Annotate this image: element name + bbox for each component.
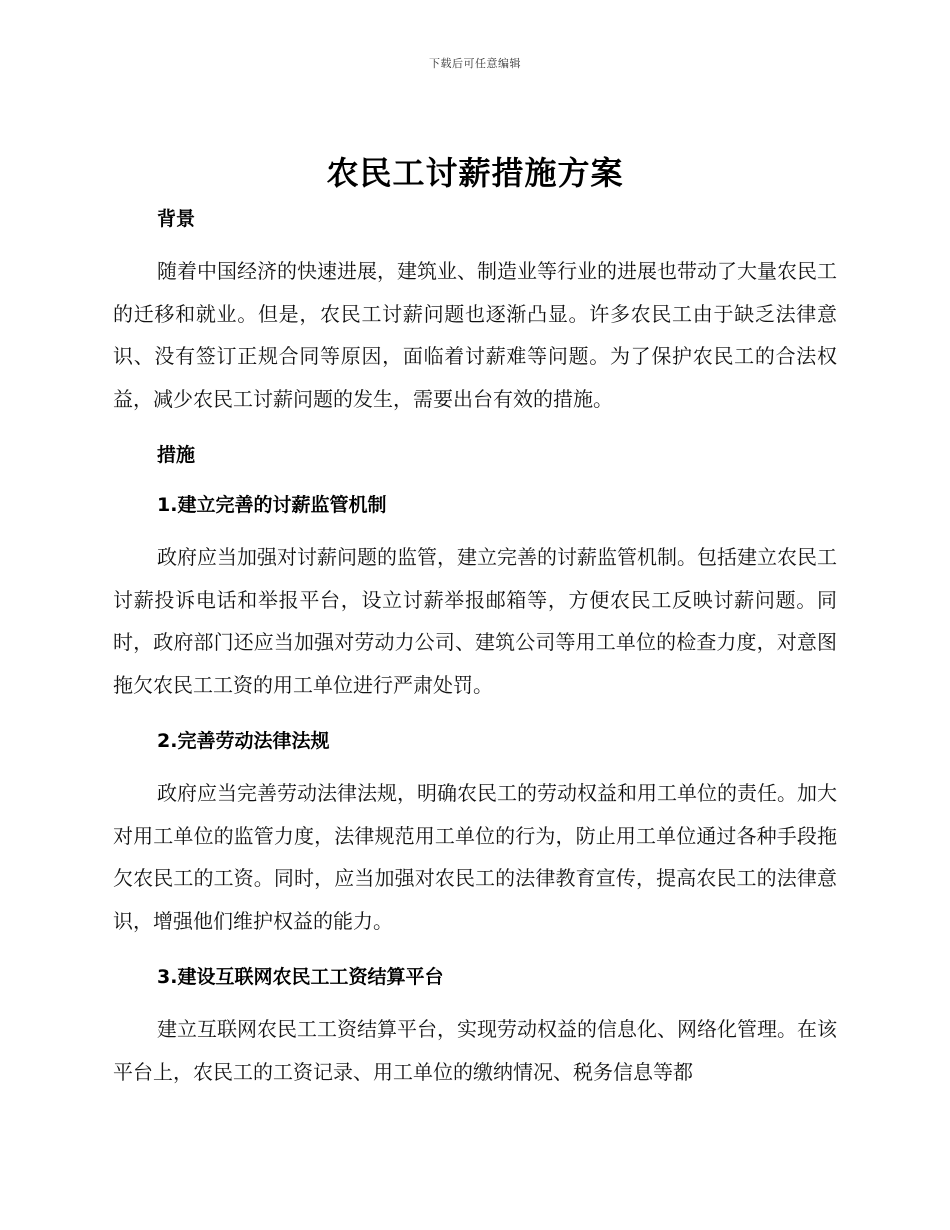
document-title: 农民工讨薪措施方案: [326, 154, 624, 192]
paragraph-measure-1: 政府应当加强对讨薪问题的监管，建立完善的讨薪监管机制。包括建立农民工讨薪投诉电话和举报平台，设立讨薪举报邮箱等，方便农民工反映讨薪问题。同时，政府部门还应当加强对劳动力公司、建筑公司等用工单位的检查力度，对意图拖欠农民工工资的用工单位进行严肃处罚。: [113, 545, 837, 697]
heading-measure-2: 2.完善劳动法律法规: [157, 730, 330, 752]
paragraph-measure-2: 政府应当完善劳动法律法规，明确农民工的劳动权益和用工单位的责任。加大对用工单位的监管力度，法律规范用工单位的行为，防止用工单位通过各种手段拖欠农民工的工资。同时，应当加强对农民工的法律教育宣传，提高农民工的法律意识，增强他们维护权益的能力。: [113, 781, 837, 933]
paragraph-background: 随着中国经济的快速进展，建筑业、制造业等行业的进展也带动了大量农民工的迁移和就业。但是，农民工讨薪问题也逐渐凸显。许多农民工由于缺乏法律意识、没有签订正规合同等原因，面临着讨薪难等问题。为了保护农民工的合法权益，减少农民工讨薪问题的发生，需要出台有效的措施。: [113, 259, 837, 411]
heading-measure-1: 1.建立完善的讨薪监管机制: [157, 494, 387, 516]
heading-background: 背景: [157, 208, 196, 230]
document-body: [113, 200, 837, 1093]
heading-measure-3: 3.建设互联网农民工工资结算平台: [157, 966, 444, 988]
paragraph-measure-3: 建立互联网农民工工资结算平台，实现劳动权益的信息化、网络化管理。在该平台上，农民工的工资记录、用工单位的缴纳情况、税务信息等都: [113, 1017, 837, 1084]
header-note: 下载后可任意编辑: [429, 57, 521, 70]
heading-measures: 措施: [157, 444, 196, 466]
